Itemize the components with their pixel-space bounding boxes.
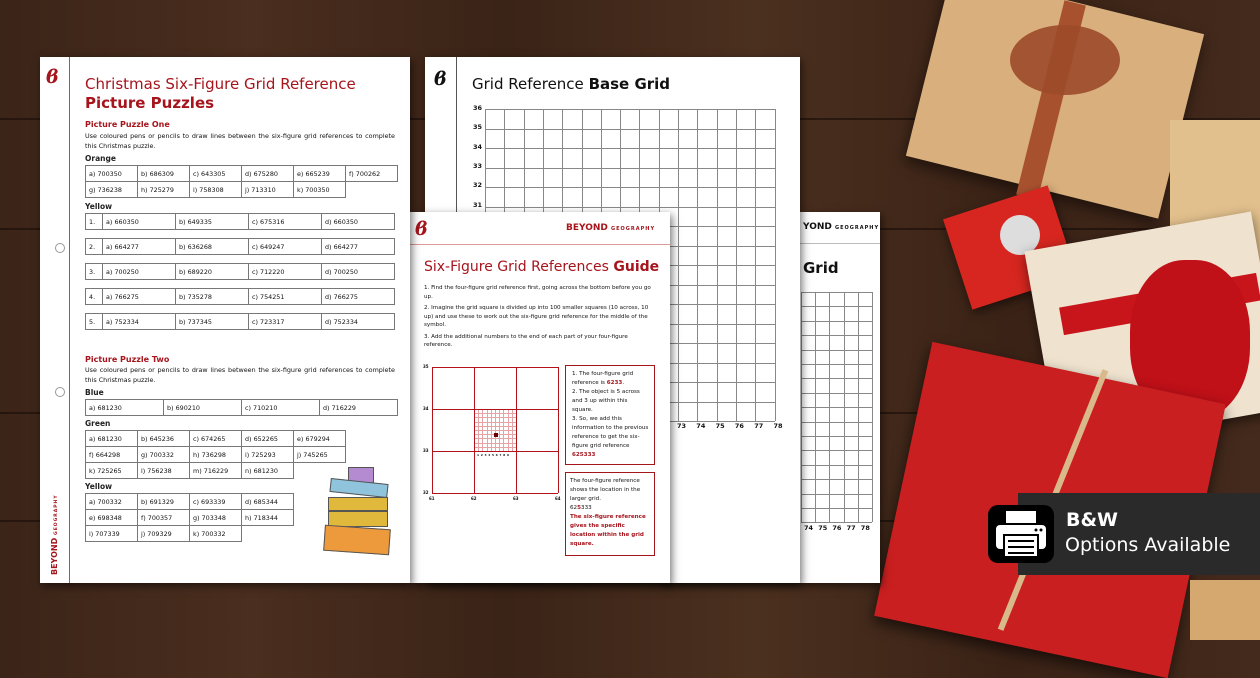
summary-box: [565, 472, 655, 556]
grid-line: [432, 367, 558, 368]
x-axis-label: 78: [773, 422, 783, 430]
x-axis-label: 63: [513, 496, 519, 501]
grid-line: [432, 493, 558, 494]
grid-reference-cell: b) 649335: [176, 214, 249, 230]
grid-line: [801, 335, 872, 336]
table-row: [86, 463, 346, 479]
grid-reference-cell: i) 707339: [86, 526, 138, 542]
grid-reference-cell: a) 681230: [86, 431, 138, 447]
minor-grid-line: [503, 409, 504, 451]
grid-reference-guide-worksheet: [410, 212, 670, 583]
minor-grid-line: [474, 430, 516, 431]
grid-line: [485, 129, 775, 130]
page-title: Grid: [803, 259, 839, 277]
grid-reference-cell: a) 664277: [103, 239, 176, 255]
instructions: Use coloured pens or pencils to draw lines between the six-figure grid references to complete this Christmas puzzle.: [85, 366, 395, 384]
grid-reference-cell: c) 649247: [249, 239, 322, 255]
grid-reference-cell: a) 752334: [103, 314, 176, 330]
grid-line: [801, 494, 872, 495]
minor-grid-line: [474, 438, 516, 439]
y-axis-label: 31: [473, 200, 483, 209]
grid-reference-cell: d) 652265: [242, 431, 294, 447]
x-axis-label: 77: [754, 422, 764, 430]
colour-label: Orange: [85, 154, 116, 163]
grid-line: [801, 465, 872, 466]
grid-reference-cell: d) 716229: [320, 400, 398, 416]
presents-stack-illustration: [320, 467, 395, 557]
grid-line: [801, 378, 872, 379]
grid-reference-table: [85, 238, 395, 255]
grid-reference-cell: b) 686309: [138, 166, 190, 182]
grid-reference-cell: b) 689220: [176, 264, 249, 280]
grid-line: [432, 409, 558, 410]
grid-line: [801, 422, 872, 423]
grid-reference-table: [85, 213, 395, 230]
badge-subtitle: Options Available: [1065, 534, 1231, 556]
grid-reference-cell: f) 664298: [86, 447, 138, 463]
grid-reference-cell: e) 698348: [86, 510, 138, 526]
grid-reference-cell: c) 723317: [249, 314, 322, 330]
section-heading: Picture Puzzle One: [85, 120, 170, 129]
gift-box-bottom-right: [1190, 580, 1260, 640]
grid-line: [801, 364, 872, 365]
grid-reference-cell: e) 679294: [294, 431, 346, 447]
punch-hole: [55, 387, 65, 397]
x-axis-label: 76: [734, 422, 744, 430]
grid-reference-cell: c) 643305: [190, 166, 242, 182]
grid-reference-cell: d) 660350: [322, 214, 395, 230]
table-row: [86, 314, 395, 330]
six-figure-example: 625333: [570, 505, 592, 511]
grid-reference-cell: k) 700350: [294, 182, 346, 198]
guide-step: 2. Imagine the grid square is divided up into 100 smaller squares (10 across, 10 up) and use these to work out the six-figure grid reference for the middle of the symbol.: [424, 305, 649, 328]
table-row: [86, 494, 294, 510]
grid-reference-cell: c) 712220: [249, 264, 322, 280]
grid-line: [801, 321, 872, 322]
picture-puzzles-worksheet: [40, 57, 410, 583]
grid-reference-cell: c) 675316: [249, 214, 322, 230]
minor-grid-line: [474, 443, 516, 444]
gift-bow: [1010, 25, 1120, 95]
grid-reference-cell: d) 664277: [322, 239, 395, 255]
grid-reference-table: [85, 288, 395, 305]
grid-reference-cell: a) 660350: [103, 214, 176, 230]
grid-reference-cell: b) 636268: [176, 239, 249, 255]
y-axis-label: 33: [423, 448, 429, 453]
table-row: [86, 239, 395, 255]
x-axis-label: 73: [677, 422, 687, 430]
printer-icon: [988, 505, 1054, 563]
grid-reference-cell: e) 665239: [294, 166, 346, 182]
grid-reference-cell: b) 735278: [176, 289, 249, 305]
x-axis-label: 74: [804, 524, 814, 532]
grid-reference-cell: g) 700332: [138, 447, 190, 463]
grid-reference-cell: i) 758308: [190, 182, 242, 198]
grid-reference-cell: a) 700250: [103, 264, 176, 280]
page-title: Grid Reference Base Grid: [472, 75, 671, 93]
grid-reference-cell: h) 725279: [138, 182, 190, 198]
grid-reference-cell: d) 700250: [322, 264, 395, 280]
grid-reference-cell: d) 685344: [242, 494, 294, 510]
table-row: [86, 400, 398, 416]
explanation-box: [565, 365, 655, 465]
grid-reference-table: [85, 430, 346, 479]
y-axis-label: 32: [423, 490, 429, 495]
y-axis-label: 34: [423, 406, 429, 411]
table-row: [86, 214, 395, 230]
explanation-step: 3. So, we add this information to the previous reference to get the six-figure grid reference 625333: [572, 416, 649, 458]
grid-line: [432, 367, 433, 493]
grid-reference-cell: m) 716229: [190, 463, 242, 479]
grid-line: [801, 407, 872, 408]
beyond-logo-icon: ϐ: [46, 66, 59, 88]
grid-reference-cell: k) 700332: [190, 526, 242, 542]
brand-header: BEYOND GEOGRAPHY: [566, 223, 656, 233]
grid-reference-cell: j) 745265: [294, 447, 346, 463]
x-axis-label: 78: [860, 524, 870, 532]
x-axis-label: 77: [846, 524, 856, 532]
grid-reference-cell: d) 675280: [242, 166, 294, 182]
grid-reference-cell: d) 752334: [322, 314, 395, 330]
grid-reference-cell: a) 700332: [86, 494, 138, 510]
explanation-step: 1. The four-figure grid reference is 6233.: [572, 371, 634, 386]
grid-reference-cell: c) 693339: [190, 494, 242, 510]
grid-line: [801, 508, 872, 509]
table-row: [86, 447, 346, 463]
grid-reference-cell: b) 691329: [138, 494, 190, 510]
object-symbol: [494, 433, 498, 437]
bw-options-badge: [1018, 493, 1260, 575]
grid-reference-cell: h) 718344: [242, 510, 294, 526]
grid-line: [801, 306, 872, 307]
grid-reference-cell: c) 710210: [242, 400, 320, 416]
x-axis-label: 75: [818, 524, 828, 532]
grid-reference-cell: b) 737345: [176, 314, 249, 330]
y-axis-label: 35: [423, 364, 429, 369]
grid-reference-cell: c) 754251: [249, 289, 322, 305]
y-axis-label: 36: [473, 104, 483, 112]
minor-tick-labels: 1 2 3 4 5 6 7 8 9: [477, 453, 510, 457]
explanation-step: 2. The object is 5 across and 3 up within this square.: [572, 389, 640, 413]
grid-reference-cell: a) 700350: [86, 166, 138, 182]
table-row: [86, 526, 294, 542]
grid-reference-cell: j) 709329: [138, 526, 190, 542]
instructions: Use coloured pens or pencils to draw lines between the six-figure grid references to complete this Christmas puzzle.: [85, 132, 395, 150]
x-axis-label: 62: [471, 496, 477, 501]
minor-grid-line: [508, 409, 509, 451]
brand-header: YOND GEOGRAPHY: [803, 222, 880, 232]
colour-label: Yellow: [85, 202, 113, 211]
minor-grid-line: [499, 409, 500, 451]
grid-reference-cell: f) 700357: [138, 510, 190, 526]
y-axis-label: 34: [473, 142, 483, 151]
grid-reference-cell: i) 725293: [242, 447, 294, 463]
table-row: [86, 510, 294, 526]
grid-line: [516, 367, 517, 493]
grid-line: [485, 109, 775, 110]
grid-reference-cell: g) 736238: [86, 182, 138, 198]
grid-reference-cell: b) 690210: [164, 400, 242, 416]
grid-line: [485, 148, 775, 149]
grid-line: [775, 109, 776, 421]
grid-reference-table: [85, 399, 398, 416]
x-axis-label: 74: [696, 422, 706, 430]
summary-emphasis: The six-figure reference gives the specific location within the grid square.: [570, 514, 646, 547]
grid-reference-cell: 5.: [86, 314, 103, 330]
guide-step: 3. Add the additional numbers to the end of each part of your four-figure reference.: [424, 333, 628, 348]
grid-reference-cell: 3.: [86, 264, 103, 280]
grid-reference-cell: 4.: [86, 289, 103, 305]
grid-line: [872, 292, 873, 522]
grid-reference-cell: j) 713310: [242, 182, 294, 198]
grid-reference-cell: 2.: [86, 239, 103, 255]
table-row: [86, 289, 395, 305]
grid-reference-cell: a) 681230: [86, 400, 164, 416]
grid-reference-cell: g) 703348: [190, 510, 242, 526]
grid-reference-table: [85, 313, 395, 330]
y-axis-label: 35: [473, 123, 483, 132]
grid-line: [801, 393, 872, 394]
x-axis-label: 61: [429, 496, 435, 501]
grid-reference-table: [85, 493, 294, 542]
grid-line: [801, 450, 872, 451]
grid-line: [801, 479, 872, 480]
grid-reference-table: [85, 263, 395, 280]
table-row: [86, 264, 395, 280]
table-row: [86, 431, 346, 447]
vertical-brand: BEYOND GEOGRAPHY: [50, 494, 59, 575]
colour-label: Blue: [85, 388, 104, 397]
grid-line: [801, 436, 872, 437]
grid-line: [474, 367, 475, 493]
grid-reference-cell: k) 725265: [86, 463, 138, 479]
grid-reference-cell: f) 700262: [346, 166, 398, 182]
grid-line: [485, 168, 775, 169]
page-title: Christmas Six-Figure Grid Reference Picture Puzzles: [85, 75, 356, 112]
grid-reference-cell: h) 736298: [190, 447, 242, 463]
y-axis-label: 33: [473, 161, 483, 170]
grid-reference-cell: l) 756238: [138, 463, 190, 479]
summary-text: The four-figure reference shows the location in the larger grid.: [570, 478, 641, 502]
guide-steps: [424, 284, 656, 350]
grid-reference-table: [85, 165, 398, 198]
x-axis-label: 75: [715, 422, 725, 430]
minor-grid-line: [512, 409, 513, 451]
punch-hole: [55, 243, 65, 253]
x-axis-label: 76: [832, 524, 842, 532]
colour-label: Yellow: [85, 482, 113, 491]
badge-title: B&W: [1066, 509, 1119, 531]
y-axis-label: 32: [473, 181, 483, 190]
grid-reference-cell: c) 674265: [190, 431, 242, 447]
minor-grid-line: [474, 447, 516, 448]
grid-reference-cell: a) 766275: [103, 289, 176, 305]
grid-line: [801, 292, 872, 293]
grid-line: [485, 187, 775, 188]
beyond-logo-icon: ϐ: [415, 218, 428, 240]
grid-reference-cell: 1.: [86, 214, 103, 230]
grid-reference-cell: n) 681230: [242, 463, 294, 479]
x-axis-label: 64: [555, 496, 561, 501]
beyond-logo-icon: ϐ: [434, 68, 447, 90]
grid-reference-cell: d) 766275: [322, 289, 395, 305]
grid-line: [558, 367, 559, 493]
page-title: Six-Figure Grid References Guide: [424, 259, 660, 275]
colour-label: Green: [85, 419, 111, 428]
grid-reference-cell: b) 645236: [138, 431, 190, 447]
grid-line: [801, 350, 872, 351]
grid-line: [485, 207, 775, 208]
table-row: [86, 166, 398, 182]
section-heading: Picture Puzzle Two: [85, 355, 170, 364]
table-row: [86, 182, 398, 198]
guide-step: 1. Find the four-figure grid reference first, going across the bottom before you go up.: [424, 285, 651, 300]
